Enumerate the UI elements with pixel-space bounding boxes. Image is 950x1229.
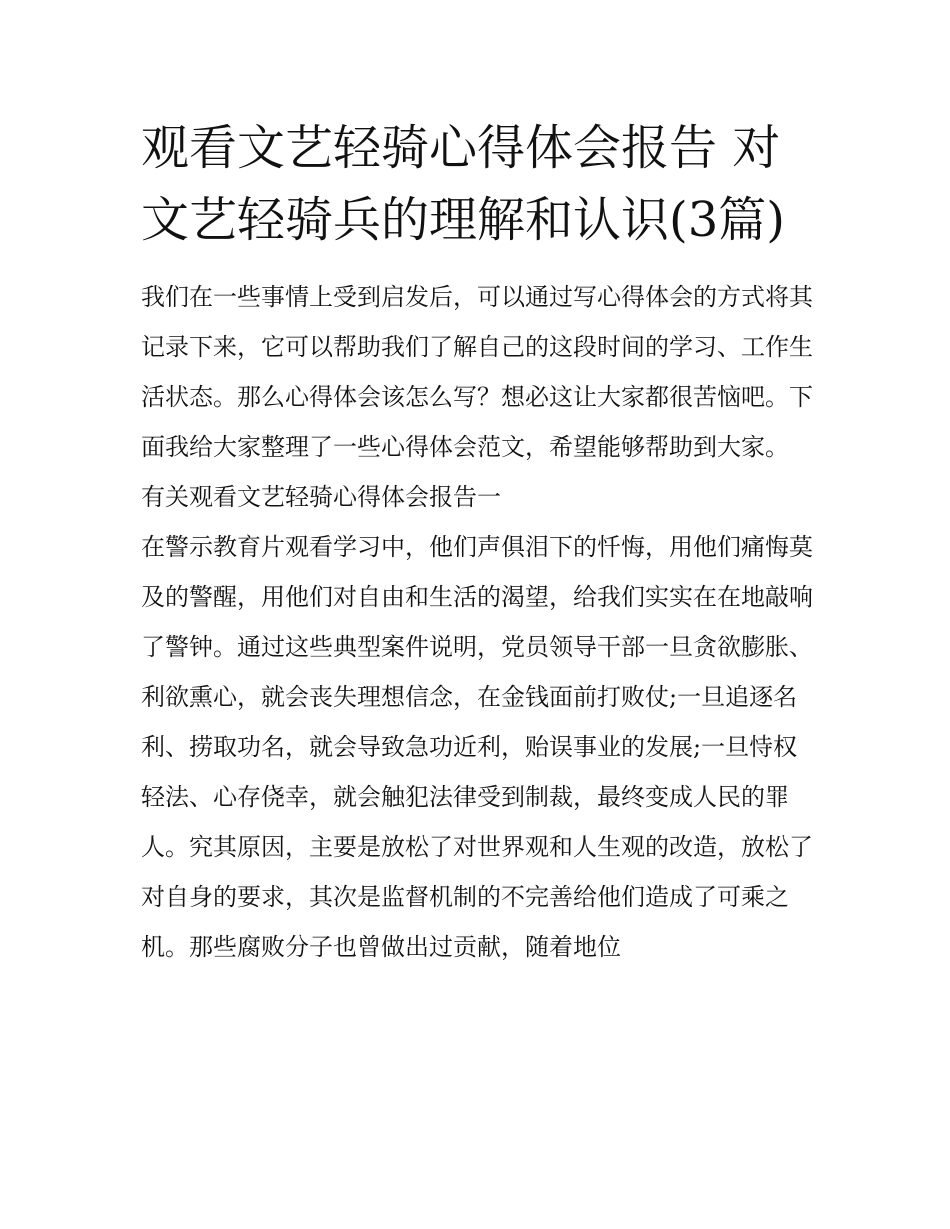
intro-paragraph: 我们在一些事情上受到启发后，可以通过写心得体会的方式将其记录下来，它可以帮助我们了解自己的这段时间的学习、工作生活状态。那么心得体会该怎么写？想必这让大家都很苦恼吧。下面我给大家整理了一些心得体会范文，希望能够帮助到大家。 [141,283,813,461]
section-body-paragraph: 在警示教育片观看学习中，他们声俱泪下的忏悔，用他们痛悔莫及的警醒，用他们对自由和生活的渴望，给我们实实在在地敲响了警钟。通过这些典型案件说明，党员领导干部一旦贪欲膨胀、利欲熏心，就会丧失理想信念，在金钱面前打败仗;一旦追逐名利、捞取功名，就会导致急功近利，贻误事业的发展;一旦恃权轻法、心存侥幸，就会触犯法律受到制裁，最终变成人民的罪人。究其原因，主要是放松了对世界观和人生观的改造，放松了对自身的要求，其次是监督机制的不完善给他们造成了可乘之机。那些腐败分子也曾做出过贡献，随着地位 [141,533,813,961]
document-content [141,112,813,972]
document-title: 观看文艺轻骑心得体会报告 对文艺轻骑兵的理解和认识(3篇) [141,120,785,248]
section-heading: 有关观看文艺轻骑心得体会报告一 [141,483,501,511]
